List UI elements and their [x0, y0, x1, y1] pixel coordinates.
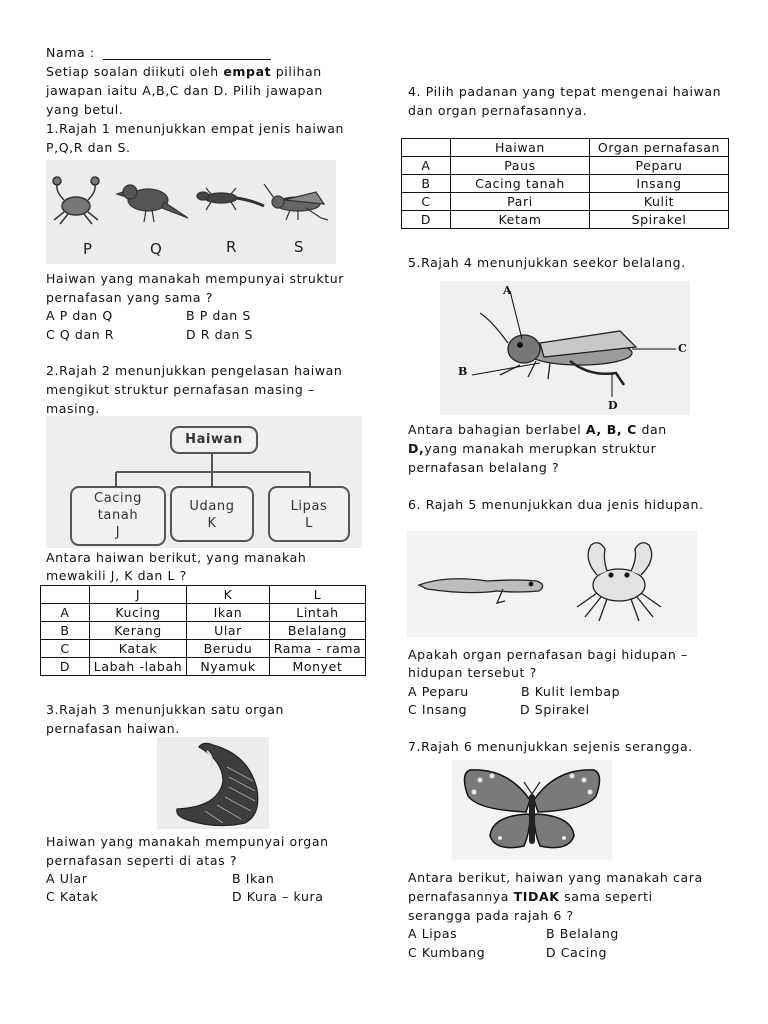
table-cell: Paus: [451, 157, 590, 175]
q1-question-line-2: pernafasan yang sama ?: [46, 290, 213, 305]
diagram-root-haiwan: Haiwan: [170, 426, 258, 454]
table-cell: J: [90, 586, 187, 604]
q2-stem-line-2: mengikut struktur pernafasan masing –: [46, 382, 315, 397]
branch-j-line-3: J: [115, 525, 121, 540]
q2-classification-diagram: [46, 416, 362, 548]
q4-stem-line-2: dan organ pernafasannya.: [408, 103, 588, 118]
table-cell: Pari: [451, 193, 590, 211]
table-cell: K: [187, 586, 270, 604]
q1-option-a[interactable]: A P dan Q: [46, 308, 113, 323]
q3-stem-line-1: 3.Rajah 3 menunjukkan satu organ: [46, 702, 285, 717]
q7-question-line-2: pernafasannya TIDAK sama seperti: [408, 889, 653, 904]
table-cell: D: [41, 658, 90, 676]
table-cell: D: [402, 211, 451, 229]
table-cell: [402, 139, 451, 157]
table-cell: Organ pernafasan: [590, 139, 729, 157]
q5-stem-line-1: 5.Rajah 4 menunjukkan seekor belalang.: [408, 255, 686, 270]
table-cell: [41, 586, 90, 604]
table-cell: Haiwan: [451, 139, 590, 157]
table-cell: Spirakel: [590, 211, 729, 229]
q6-stem-line-1: 6. Rajah 5 menunjukkan dua jenis hidupan.: [408, 497, 704, 512]
branch-j-line-2: tanah: [97, 508, 139, 523]
table-row[interactable]: [41, 604, 366, 622]
table-cell: C: [402, 193, 451, 211]
q3-stem-line-2: pernafasan haiwan.: [46, 721, 180, 736]
q1-option-d[interactable]: D R dan S: [186, 327, 254, 342]
table-cell: Labah -labah: [90, 658, 187, 676]
tadpole-icon: [419, 579, 543, 603]
q5-question-line-3: pernafasan belalang ?: [408, 460, 560, 475]
diagram-branch-k: [170, 486, 254, 542]
gill-icon: [157, 737, 269, 829]
fig1-label-r: R: [226, 238, 238, 256]
table-cell: Peparu: [590, 157, 729, 175]
q7-option-d[interactable]: D Cacing: [546, 945, 607, 960]
q6-drawing: [407, 531, 697, 637]
crab-drawing-icon: [577, 543, 661, 621]
table-cell: A: [41, 604, 90, 622]
instruction-line-3: yang betul.: [46, 102, 124, 117]
q7-option-a[interactable]: A Lipas: [408, 926, 458, 941]
name-blank-line[interactable]: [103, 59, 271, 60]
table-row[interactable]: [41, 622, 366, 640]
table-cell: Ikan: [187, 604, 270, 622]
table-cell: Katak: [90, 640, 187, 658]
branch-j-line-1: Cacing: [94, 491, 142, 506]
table-cell: Ketam: [451, 211, 590, 229]
table-cell: Ular: [187, 622, 270, 640]
q3-question-line-1: Haiwan yang manakah mempunyai organ: [46, 834, 329, 849]
q5-question-line-1: Antara bahagian berlabel A, B, C dan: [408, 422, 667, 437]
q6-question-line-1: Apakah organ pernafasan bagi hidupan –: [408, 647, 688, 662]
table-row[interactable]: [402, 193, 729, 211]
table-cell: Kucing: [90, 604, 187, 622]
table-cell: Lintah: [270, 604, 366, 622]
fig4-label-a: A: [503, 284, 513, 297]
table-row: [41, 586, 366, 604]
branch-k-line-1: Udang: [189, 499, 235, 514]
table-cell: Rama - rama: [270, 640, 366, 658]
branch-l-line-1: Lipas: [290, 499, 328, 514]
fig1-label-p: P: [83, 240, 93, 258]
table-cell: B: [41, 622, 90, 640]
q2-stem-line-3: masing.: [46, 401, 100, 416]
table-cell: Insang: [590, 175, 729, 193]
name-label: Nama :: [46, 45, 95, 60]
q7-figure-butterfly: [452, 760, 612, 860]
q2-question-line-2: mewakili J, K dan L ?: [46, 568, 187, 583]
q2-question-line-1: Antara haiwan berikut, yang manakah: [46, 550, 307, 565]
table-cell: L: [270, 586, 366, 604]
bird-icon: [117, 185, 188, 222]
fig4-label-c: C: [678, 342, 688, 355]
table-cell: Kulit: [590, 193, 729, 211]
q7-question-line-1: Antara berikut, haiwan yang manakah cara: [408, 870, 703, 885]
q3-option-a[interactable]: A Ular: [46, 871, 88, 886]
q7-question-line-3: serangga pada rajah 6 ?: [408, 908, 574, 923]
q3-option-d[interactable]: D Kura – kura: [232, 889, 324, 904]
table-cell: B: [402, 175, 451, 193]
table-cell: Cacing tanah: [451, 175, 590, 193]
table-row[interactable]: [402, 157, 729, 175]
table-cell: Kerang: [90, 622, 187, 640]
q6-question-line-2: hidupan tersebut ?: [408, 665, 537, 680]
branch-l-line-2: L: [305, 516, 313, 531]
q2-answer-table: [40, 585, 366, 676]
q1-option-c[interactable]: C Q dan R: [46, 327, 115, 342]
q3-question-line-2: pernafasan seperti di atas ?: [46, 853, 238, 868]
q6-option-a[interactable]: A Peparu: [408, 684, 469, 699]
table-cell: Monyet: [270, 658, 366, 676]
q3-option-c[interactable]: C Katak: [46, 889, 99, 904]
table-row[interactable]: [41, 640, 366, 658]
fig4-label-b: B: [458, 365, 468, 378]
instruction-line-1: Setiap soalan diikuti oleh empat pilihan: [46, 64, 322, 79]
lizard-icon: [197, 188, 264, 210]
table-row[interactable]: [402, 175, 729, 193]
q7-option-c[interactable]: C Kumbang: [408, 945, 486, 960]
fig1-label-q: Q: [150, 240, 163, 258]
grasshopper-icon: [264, 184, 328, 220]
table-cell: Belalang: [270, 622, 366, 640]
q4-stem-line-1: 4. Pilih padanan yang tepat mengenai haiwan: [408, 84, 722, 99]
q7-option-b[interactable]: B Belalang: [546, 926, 619, 941]
fig1-label-s: S: [294, 238, 305, 256]
crab-icon: [53, 177, 99, 224]
diagram-branch-j: [70, 486, 166, 546]
table-row: [402, 139, 729, 157]
q1-stem-line-2: P,Q,R dan S.: [46, 140, 131, 155]
table-row[interactable]: [41, 658, 366, 676]
table-cell: Nyamuk: [187, 658, 270, 676]
q1-option-b[interactable]: B P dan S: [186, 308, 251, 323]
q1-stem-line-1: 1.Rajah 1 menunjukkan empat jenis haiwan: [46, 121, 345, 136]
q4-answer-table: [401, 138, 729, 229]
q1-question-line-1: Haiwan yang manakah mempunyai struktur: [46, 271, 344, 286]
table-cell: A: [402, 157, 451, 175]
table-cell: C: [41, 640, 90, 658]
q2-stem-line-1: 2.Rajah 2 menunjukkan pengelasan haiwan: [46, 363, 343, 378]
q7-stem-line-1: 7.Rajah 6 menunjukkan sejenis serangga.: [408, 739, 693, 754]
table-cell: Berudu: [187, 640, 270, 658]
q5-question-line-2: D,yang manakah merupkan struktur: [408, 441, 657, 456]
diagram-branch-l: [268, 486, 350, 542]
q1-figure-animals: [46, 160, 336, 264]
branch-k-line-2: K: [207, 516, 217, 531]
q5-figure-grasshopper: [440, 281, 690, 415]
q6-option-d[interactable]: D Spirakel: [520, 702, 590, 717]
instruction-line-2: jawapan iaitu A,B,C dan D. Pilih jawapan: [46, 83, 323, 98]
q6-option-b[interactable]: B Kulit lembap: [521, 684, 621, 699]
table-row[interactable]: [402, 211, 729, 229]
q3-option-b[interactable]: B Ikan: [232, 871, 275, 886]
butterfly-icon: [452, 760, 612, 860]
q6-option-c[interactable]: C Insang: [408, 702, 468, 717]
fig4-label-d: D: [608, 399, 619, 412]
q3-figure-gill: [157, 737, 269, 829]
grasshopper-diagram-icon: [440, 281, 690, 415]
q6-figure-tadpole-crab: [407, 531, 697, 637]
